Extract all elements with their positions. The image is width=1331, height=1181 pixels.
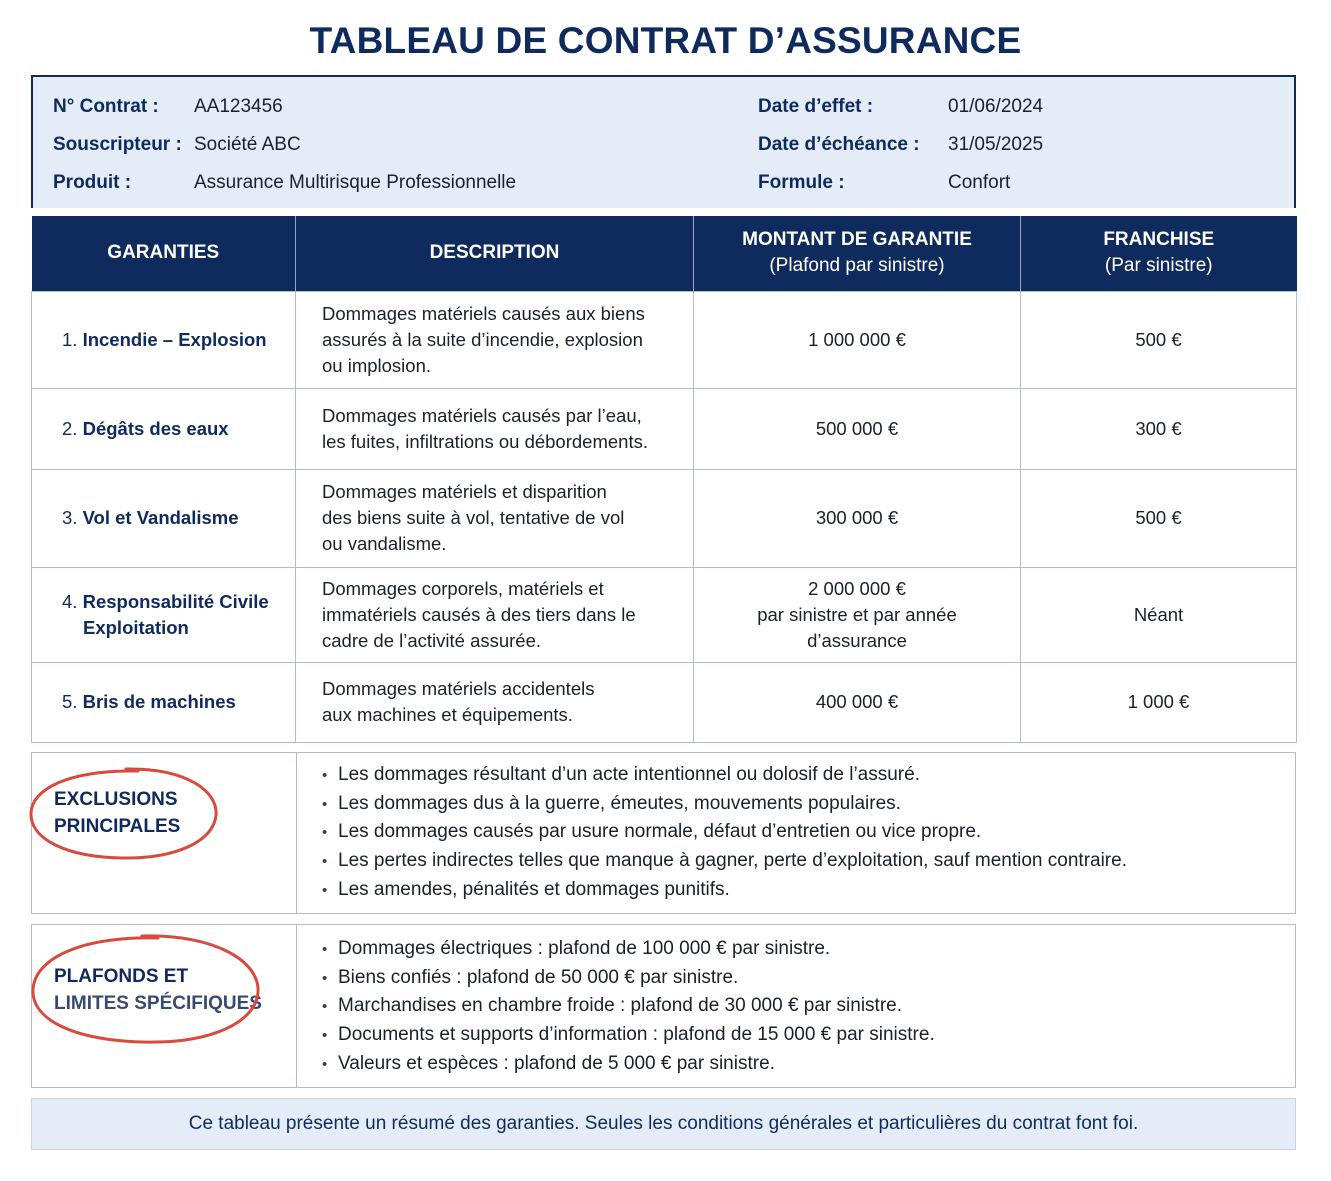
product-value: Assurance Multirisque Professionnelle xyxy=(194,172,517,193)
limits-list xyxy=(322,935,935,1078)
table-row xyxy=(32,388,1297,469)
guarantee-description: Dommages matériels et disparition des biens suite à vol, tentative de vol ou vandalisme. xyxy=(296,469,694,567)
header-montant: MONTANT DE GARANTIE (Plafond par sinistre) xyxy=(694,216,1021,291)
guarantee-name: 4. Responsabilité Civile Exploitation xyxy=(32,567,296,662)
guarantee-amount: 300 000 € xyxy=(694,469,1021,567)
exclusions-list xyxy=(322,761,1127,904)
header-description: DESCRIPTION xyxy=(296,216,694,291)
page-title: TABLEAU DE CONTRAT D’ASSURANCE xyxy=(309,20,1022,61)
guarantee-name: 2. Dégâts des eaux xyxy=(32,388,296,469)
guarantee-deductible: Néant xyxy=(1021,567,1297,662)
table-header-row xyxy=(32,216,1297,291)
red-circle-annotation xyxy=(26,930,266,1048)
guarantee-amount: 400 000 € xyxy=(694,662,1021,742)
product-label: Produit : xyxy=(53,172,132,193)
table-row xyxy=(32,567,1297,662)
list-item: • Valeurs et espèces : plafond de 5 000 € par sinistre. xyxy=(322,1050,935,1079)
exclusions-heading: EXCLUSIONS PRINCIPALES xyxy=(54,789,181,837)
list-item: • Marchandises en chambre froide : plafond de 30 000 € par sinistre. xyxy=(322,992,935,1021)
guarantee-deductible: 500 € xyxy=(1021,469,1297,567)
header-franchise: FRANCHISE (Par sinistre) xyxy=(1021,216,1297,291)
list-item: • Documents et supports d’information : plafond de 15 000 € par sinistre. xyxy=(322,1021,935,1050)
effective-date-value: 01/06/2024 xyxy=(948,96,1044,117)
guarantee-amount: 2 000 000 € par sinistre et par année d’assurance xyxy=(694,567,1021,662)
footer-note: Ce tableau présente un résumé des garanties. Seules les conditions générales et particulières du contrat font foi. xyxy=(31,1098,1296,1150)
guarantee-deductible: 300 € xyxy=(1021,388,1297,469)
guarantee-amount: 500 000 € xyxy=(694,388,1021,469)
list-item: • Les amendes, pénalités et dommages punitifs. xyxy=(322,876,1127,905)
guarantee-name: 5. Bris de machines xyxy=(32,662,296,742)
guarantees-table xyxy=(31,216,1297,743)
table-row xyxy=(32,662,1297,742)
contract-number-value: AA123456 xyxy=(194,96,283,117)
effective-date-label: Date d’effet : xyxy=(758,96,874,117)
list-item: • Biens confiés : plafond de 50 000 € par sinistre. xyxy=(322,964,935,993)
limits-section xyxy=(31,924,1296,1088)
list-item: • Dommages électriques : plafond de 100 000 € par sinistre. xyxy=(322,935,935,964)
exclusions-section xyxy=(31,752,1296,914)
subscriber-value: Société ABC xyxy=(194,134,301,155)
list-item: • Les dommages causés par usure normale, défaut d’entretien ou vice propre. xyxy=(322,818,1127,847)
list-item: • Les dommages résultant d’un acte intentionnel ou dolosif de l’assuré. xyxy=(322,761,1127,790)
formula-value: Confort xyxy=(948,172,1011,193)
guarantee-description: Dommages matériels accidentels aux machines et équipements. xyxy=(296,662,694,742)
formula-label: Formule : xyxy=(758,172,845,193)
contract-info-panel xyxy=(31,75,1296,208)
list-item: • Les pertes indirectes telles que manque à gagner, perte d’exploitation, sauf mention contraire. xyxy=(322,847,1127,876)
subscriber-label: Souscripteur : xyxy=(53,134,182,155)
guarantee-deductible: 500 € xyxy=(1021,291,1297,388)
table-row xyxy=(32,291,1297,388)
guarantee-deductible: 1 000 € xyxy=(1021,662,1297,742)
guarantee-name: 1. Incendie – Explosion xyxy=(32,291,296,388)
guarantee-description: Dommages matériels causés aux biens assurés à la suite d’incendie, explosion ou implosion. xyxy=(296,291,694,388)
section-divider xyxy=(296,925,297,1087)
section-divider xyxy=(296,753,297,913)
guarantee-description: Dommages corporels, matériels et immatériels causés à des tiers dans le cadre de l’activité assurée. xyxy=(296,567,694,662)
red-circle-annotation xyxy=(26,763,224,863)
list-item: • Les dommages dus à la guerre, émeutes, mouvements populaires. xyxy=(322,790,1127,819)
expiry-date-label: Date d’échéance : xyxy=(758,134,920,155)
contract-number-label: N° Contrat : xyxy=(53,96,159,117)
guarantee-description: Dommages matériels causés par l’eau, les fuites, infiltrations ou débordements. xyxy=(296,388,694,469)
table-row xyxy=(32,469,1297,567)
expiry-date-value: 31/05/2025 xyxy=(948,134,1044,155)
header-garanties: GARANTIES xyxy=(32,216,296,291)
limits-heading: PLAFONDS ET LIMITES SPÉCIFIQUES xyxy=(54,966,262,1014)
guarantee-name: 3. Vol et Vandalisme xyxy=(32,469,296,567)
guarantee-amount: 1 000 000 € xyxy=(694,291,1021,388)
